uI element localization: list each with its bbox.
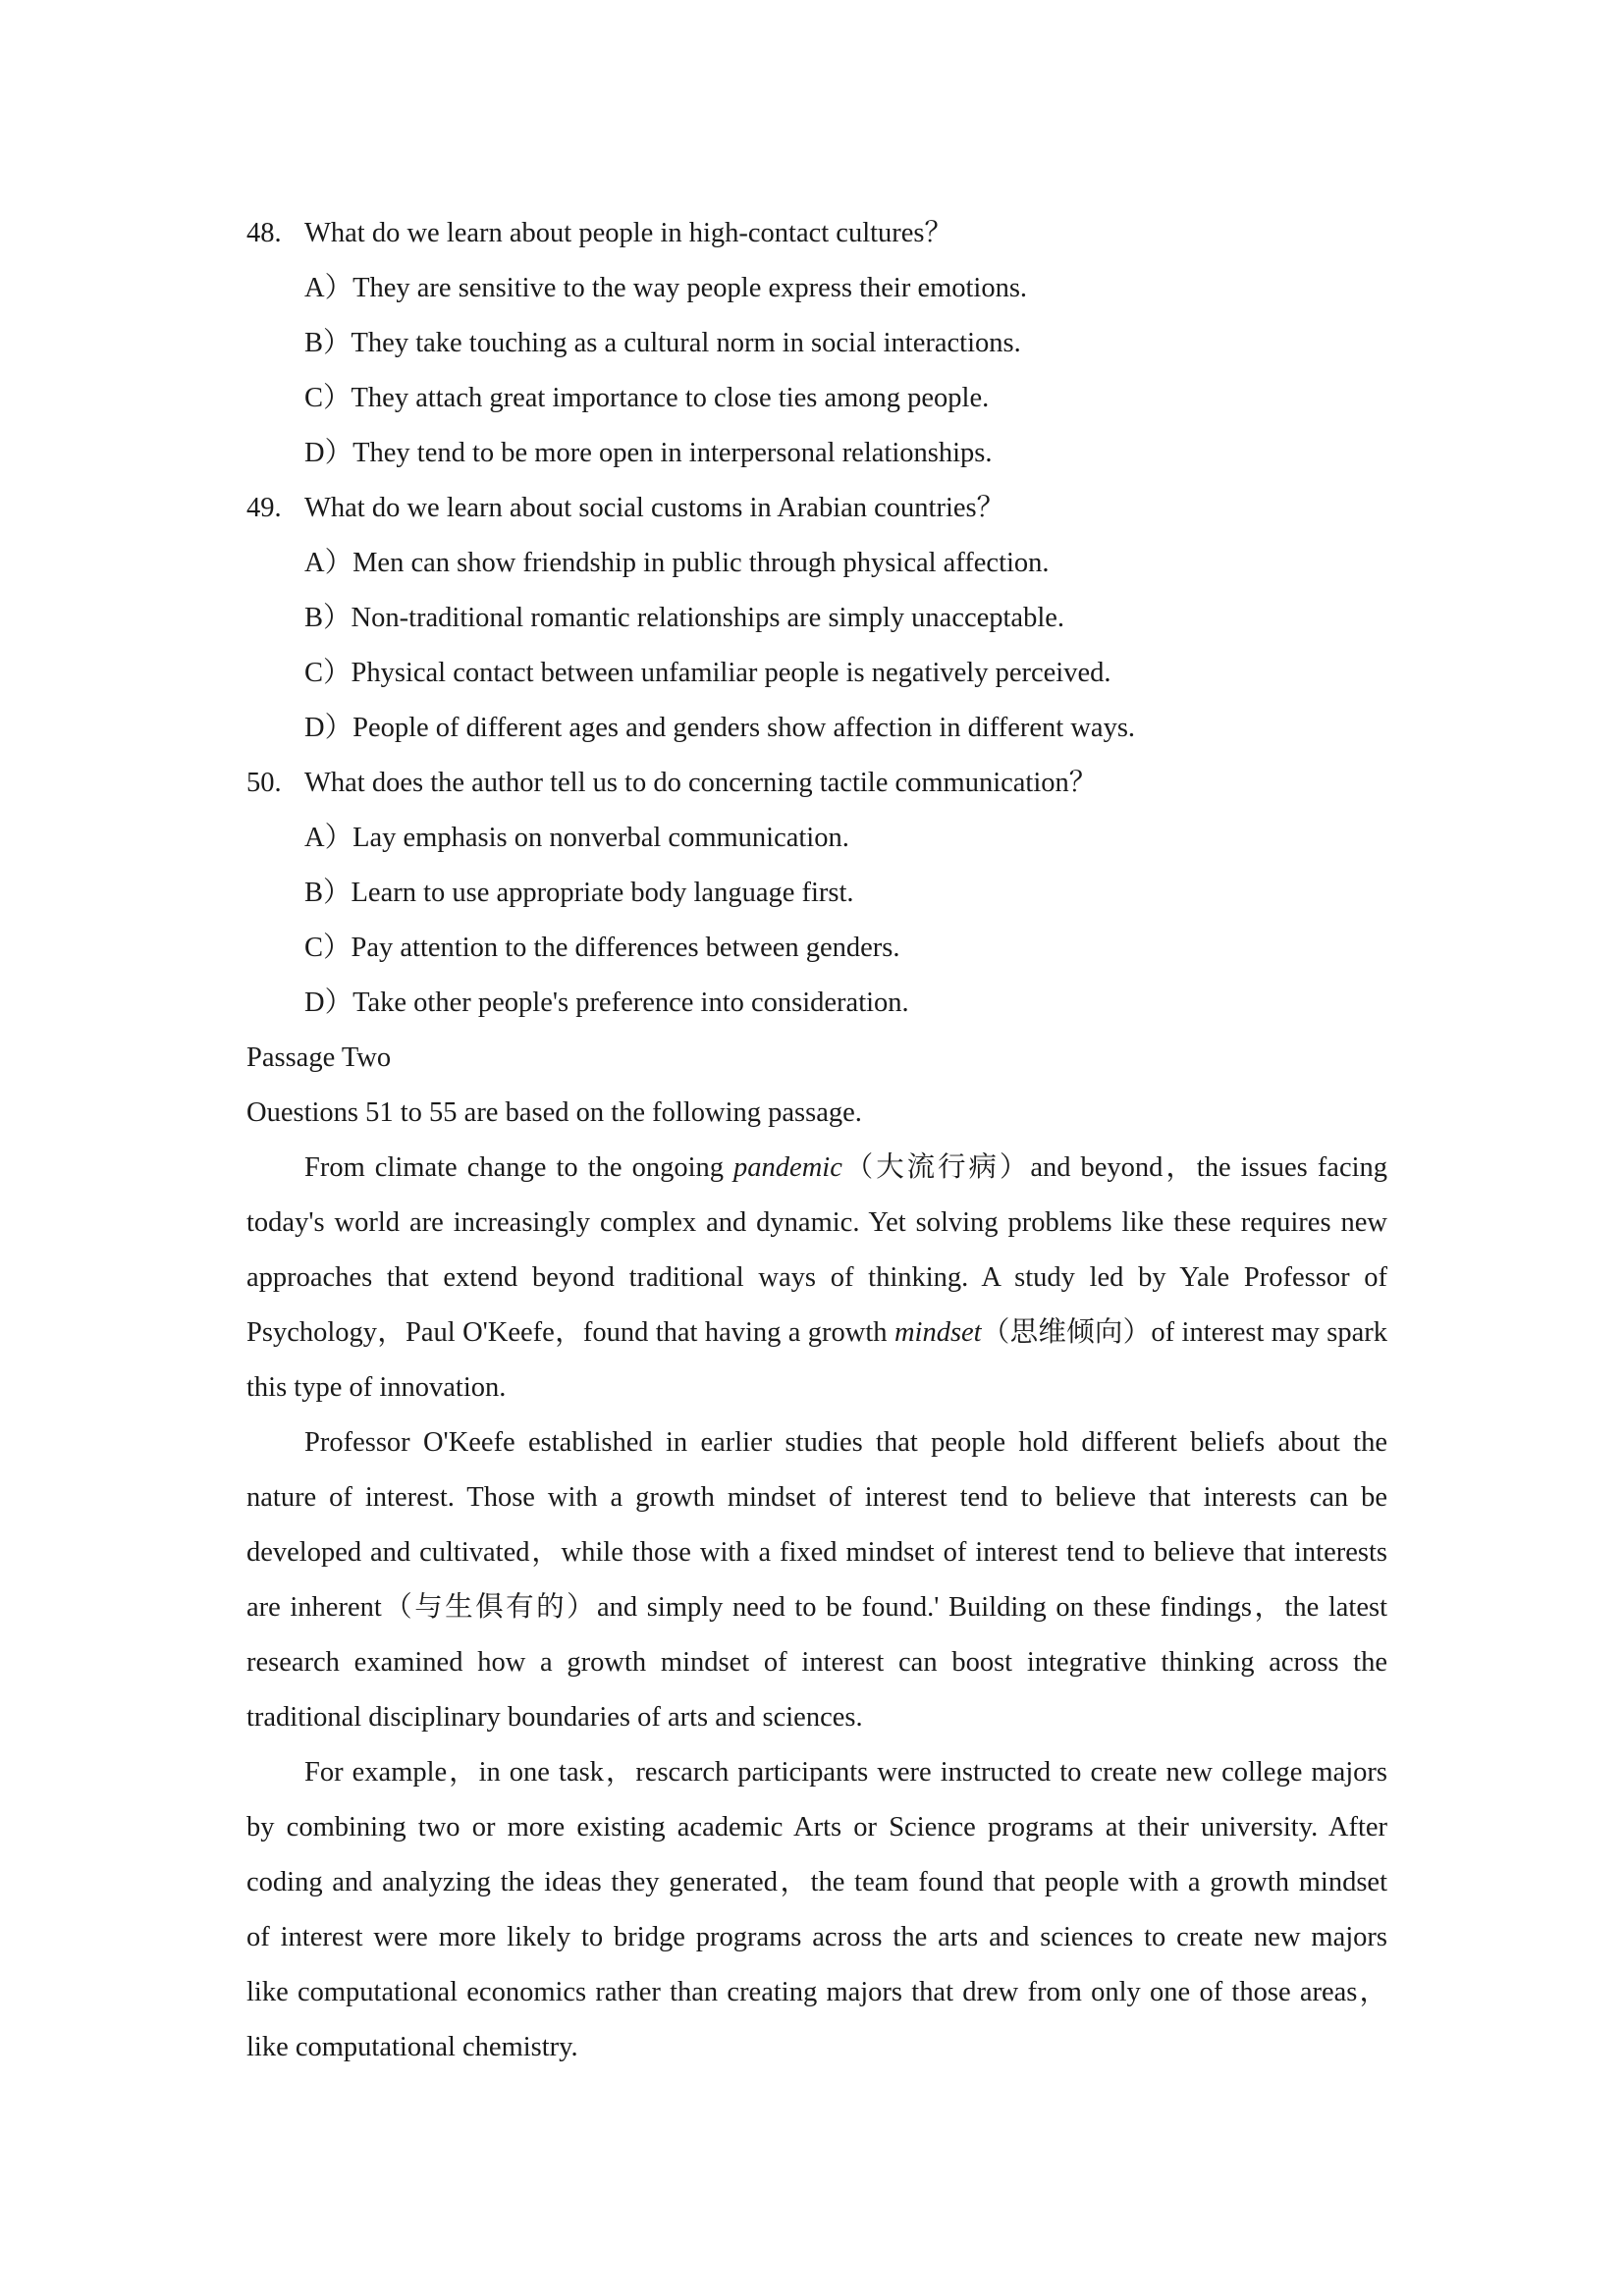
option-letter: C） — [304, 933, 352, 963]
paragraph-line — [246, 1306, 1387, 1361]
passage-paragraph-1 — [246, 1141, 1387, 1415]
question-number: 49. — [246, 493, 282, 523]
option-letter: B） — [304, 878, 352, 908]
option-d — [246, 701, 1387, 756]
option-text: They take touching as a cultural norm in social interactions. — [351, 328, 1021, 358]
option-letter: B） — [304, 328, 352, 358]
passage-paragraph-2 — [246, 1415, 1387, 1745]
question-text: What do we learn about social customs in Arabian countries？ — [304, 493, 1005, 523]
question-49 — [246, 481, 1387, 756]
option-c — [246, 921, 1387, 976]
line-text: From climate change to the ongoing — [304, 1152, 734, 1183]
question-stem — [246, 756, 1387, 811]
option-text: Physical contact between unfamiliar people is negatively perceived. — [351, 658, 1111, 688]
paragraph-line: research examined how a growth mindset of interest can boost integrative thinking across the — [246, 1647, 1387, 1678]
exam-page — [246, 206, 1387, 2075]
paragraph-line: by combining two or more existing academic Arts or Science programs at their university. After — [246, 1812, 1387, 1842]
option-letter: A） — [304, 823, 353, 853]
option-text: They attach great importance to close ties among people. — [351, 383, 990, 413]
paragraph-line: approaches that extend beyond traditional ways of thinking. A study led by Yale Professor of — [246, 1262, 1387, 1293]
paragraph-line: today's world are increasingly complex and dynamic. Yet solving problems like these requires new — [246, 1207, 1387, 1238]
option-letter: B） — [304, 603, 352, 633]
paragraph-line: this type of innovation. — [246, 1372, 507, 1403]
option-text: Men can show friendship in public through physical affection. — [352, 548, 1050, 578]
italic-term: pandemic — [733, 1152, 842, 1183]
question-number: 50. — [246, 768, 282, 798]
option-d — [246, 976, 1387, 1031]
paragraph-line: like computational economics rather than creating majors that drew from only one of those areas， — [246, 1977, 1387, 2007]
option-text: Pay attention to the differences between genders. — [351, 933, 900, 963]
option-letter: D） — [304, 713, 353, 743]
question-stem — [246, 481, 1387, 536]
paragraph-line: Professor O'Keefe established in earlier studies that people hold different beliefs about the — [304, 1427, 1387, 1458]
paragraph-line: For example，in one task，rescarch participants were instructed to create new college majors — [304, 1757, 1387, 1788]
line-text: （大流行病）and beyond，the issues facing — [841, 1152, 1387, 1183]
question-text: What do we learn about people in high-contact cultures？ — [304, 218, 953, 248]
option-letter: A） — [304, 273, 353, 303]
paragraph-line: of interest were more likely to bridge programs across the arts and sciences to create new majors — [246, 1922, 1387, 1952]
option-text: Non-traditional romantic relationships are simply unacceptable. — [351, 603, 1065, 633]
option-letter: C） — [304, 383, 352, 413]
line-text: Psychology，Paul O'Keefe，found that having a growth — [246, 1317, 894, 1348]
option-b — [246, 316, 1387, 371]
question-text: What does the author tell us to do concerning tactile communication？ — [304, 768, 1098, 798]
option-letter: A） — [304, 548, 353, 578]
option-text: People of different ages and genders show affection in different ways. — [352, 713, 1136, 743]
option-letter: D） — [304, 988, 353, 1018]
option-d — [246, 426, 1387, 481]
option-text: Lay emphasis on nonverbal communication. — [352, 823, 849, 853]
paragraph-line: are inherent（与生俱有的）and simply need to be found.' Building on these findings，the latest — [246, 1592, 1387, 1623]
option-letter: D） — [304, 438, 353, 468]
passage-instruction: Ouestions 51 to 55 are based on the following passage. — [246, 1097, 862, 1128]
option-text: They tend to be more open in interpersonal relationships. — [352, 438, 993, 468]
option-text: Learn to use appropriate body language first. — [351, 878, 854, 908]
paragraph-line — [246, 1141, 1387, 1196]
option-text: They are sensitive to the way people express their emotions. — [352, 273, 1028, 303]
option-c — [246, 646, 1387, 701]
option-a — [246, 261, 1387, 316]
question-stem — [246, 206, 1387, 261]
paragraph-line: nature of interest. Those with a growth mindset of interest tend to believe that interests can be — [246, 1482, 1387, 1513]
line-text: （思维倾向）of interest may spark — [981, 1317, 1387, 1348]
option-text: Take other people's preference into consideration. — [352, 988, 909, 1018]
option-letter: C） — [304, 658, 352, 688]
question-number: 48. — [246, 218, 282, 248]
question-50 — [246, 756, 1387, 1031]
passage-paragraph-3 — [246, 1745, 1387, 2075]
option-b — [246, 591, 1387, 646]
option-a — [246, 536, 1387, 591]
paragraph-line: coding and analyzing the ideas they generated，the team found that people with a growth mindset — [246, 1867, 1387, 1897]
paragraph-line: traditional disciplinary boundaries of arts and sciences. — [246, 1702, 863, 1733]
paragraph-line: developed and cultivated，while those with a fixed mindset of interest tend to believe that interests — [246, 1537, 1387, 1568]
option-b — [246, 866, 1387, 921]
option-c — [246, 371, 1387, 426]
passage-heading: Passage Two — [246, 1042, 392, 1073]
question-48 — [246, 206, 1387, 481]
paragraph-line: like computational chemistry. — [246, 2032, 578, 2062]
option-a — [246, 811, 1387, 866]
italic-term: mindset — [893, 1317, 982, 1348]
